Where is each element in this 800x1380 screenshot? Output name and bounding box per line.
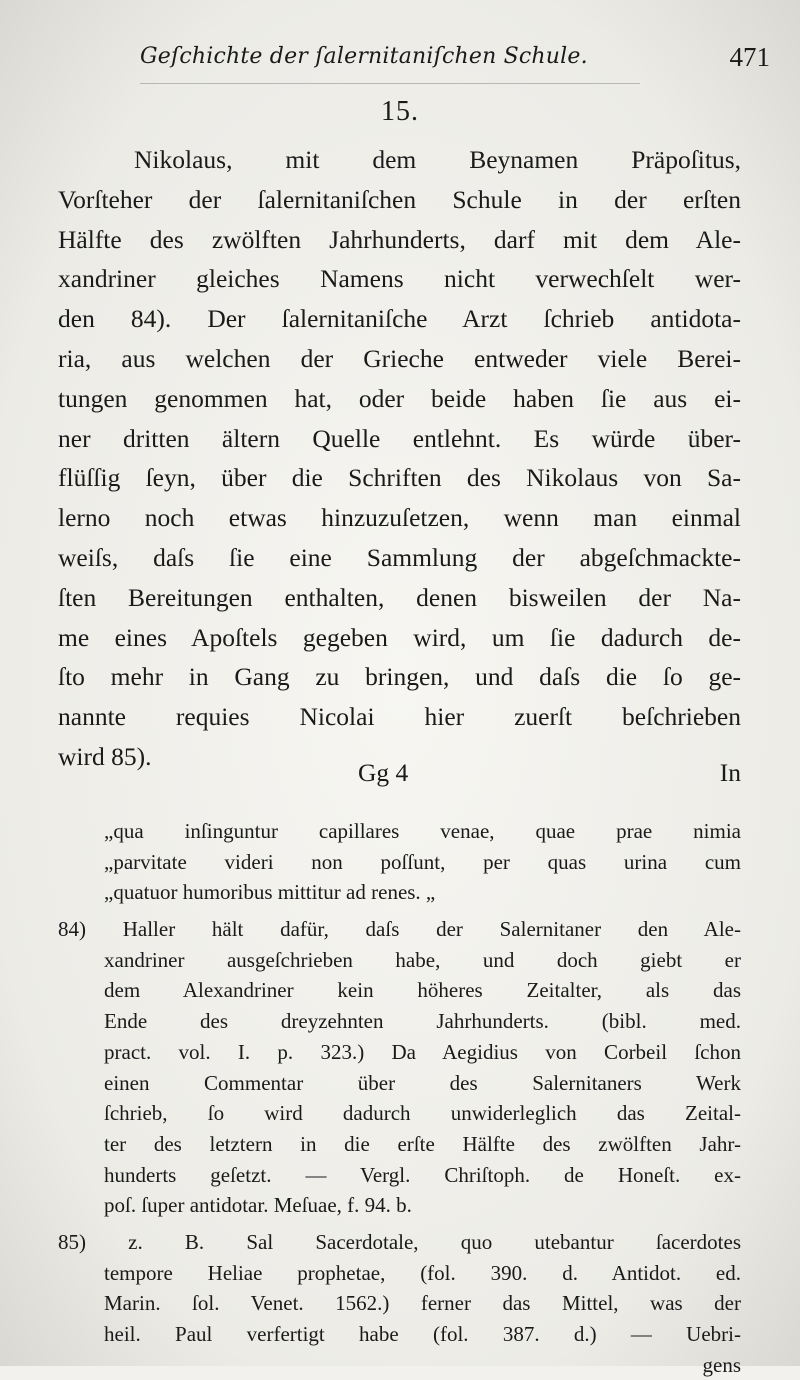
footnote-line: poſ. ſuper antidotar. Meſuae, f. 94. b. (104, 1193, 412, 1218)
body-text (58, 140, 741, 777)
footnote-line: dem Alexandriner kein höheres Zeitalter, als das (104, 978, 741, 1003)
body-line: ſten Bereitungen enthalten, denen bisweilen der Na- (58, 582, 741, 612)
body-line: Hälfte des zwölften Jahrhunderts, darf mit dem Ale- (58, 224, 741, 254)
footnote-85: 85) z. B. Sal Sacerdotale, quo utebantur ſacerdotes (58, 1229, 741, 1254)
body-line: lerno noch etwas hinzuzuſetzen, wenn man einmal (58, 503, 741, 533)
footnote-line: pract. vol. I. p. 323.) Da Aegidius von Corbeil ſchon (104, 1039, 741, 1064)
footnote-line: ter des letztern in die erſte Hälfte des zwölften Jahr- (104, 1131, 741, 1156)
footnote-line: „qua inſinguntur capillares venae, quae prae nimia (104, 819, 741, 843)
footnote-line: ſchrieb, ſo wird dadurch unwiderleglich das Zeital- (104, 1101, 741, 1126)
footnote-line: „parvitate videri non poſſunt, per quas urina cum (104, 849, 741, 874)
footnotes (58, 816, 741, 1380)
body-line: weiſs, daſs ſie eine Sammlung der abgeſchmackte- (58, 542, 741, 572)
page-number: 471 (729, 42, 770, 72)
catch-line (58, 758, 741, 798)
footnote-line: Marin. ſol. Venet. 1562.) ferner das Mittel, was der (104, 1291, 741, 1316)
body-line: ria, aus welchen der Grieche entweder viele Berei- (58, 343, 741, 373)
footnote-84: 84) Haller hält dafür, daſs der Salernitaner den Ale- (58, 917, 741, 942)
footnote-line: heil. Paul verfertigt habe (fol. 387. d.) — Uebri- (104, 1322, 741, 1346)
body-line: xandriner gleiches Namens nicht verwechſelt wer- (58, 264, 741, 294)
body-line: Nikolaus, mit dem Beynamen Präpoſitus, (134, 145, 741, 174)
body-line: me eines Apoſtels gegeben wird, um ſie dadurch de- (58, 622, 741, 652)
body-line: flüſſig ſeyn, über die Schriften des Nikolaus von Sa- (58, 463, 741, 493)
body-line: nannte requies Nicolai hier zuerſt beſchrieben (58, 702, 741, 732)
body-line: den 84). Der ſalernitaniſche Arzt ſchrieb antidota- (58, 304, 741, 334)
body-line: tungen genommen hat, oder beide haben ſie aus ei- (58, 383, 741, 413)
footnote-catchword: gens (702, 1352, 741, 1377)
signature-mark: Gg 4 (358, 758, 409, 787)
footnote-line: tempore Heliae prophetae, (fol. 390. d. Antidot. ed. (104, 1260, 741, 1285)
body-line: Vorſteher der ſalernitaniſchen Schule in der erſten (58, 184, 741, 214)
running-head (140, 40, 770, 80)
body-line: ſto mehr in Gang zu bringen, und daſs die ſo ge- (58, 662, 741, 692)
footnote-line: hunderts geſetzt. — Vergl. Chriſtoph. de Honeſt. ex- (104, 1162, 741, 1187)
footnote-line: xandriner ausgeſchrieben habe, und doch giebt er (104, 947, 741, 972)
header-rule (140, 83, 640, 84)
running-head-title: Geſchichte der ſalernitaniſchen Schule. (140, 44, 588, 69)
catchword: In (719, 758, 741, 787)
footnote-line: „quatuor humoribus mittitur ad renes. „ (104, 880, 436, 905)
body-line: wird 85). (58, 741, 152, 771)
footnote-line: Ende des dreyzehnten Jahrhunderts. (bibl. med. (104, 1009, 741, 1034)
section-number: 15. (381, 96, 419, 127)
footnote-line: einen Commentar über des Salernitaners Werk (104, 1070, 741, 1095)
body-line: ner dritten ältern Quelle entlehnt. Es würde über- (58, 423, 741, 453)
